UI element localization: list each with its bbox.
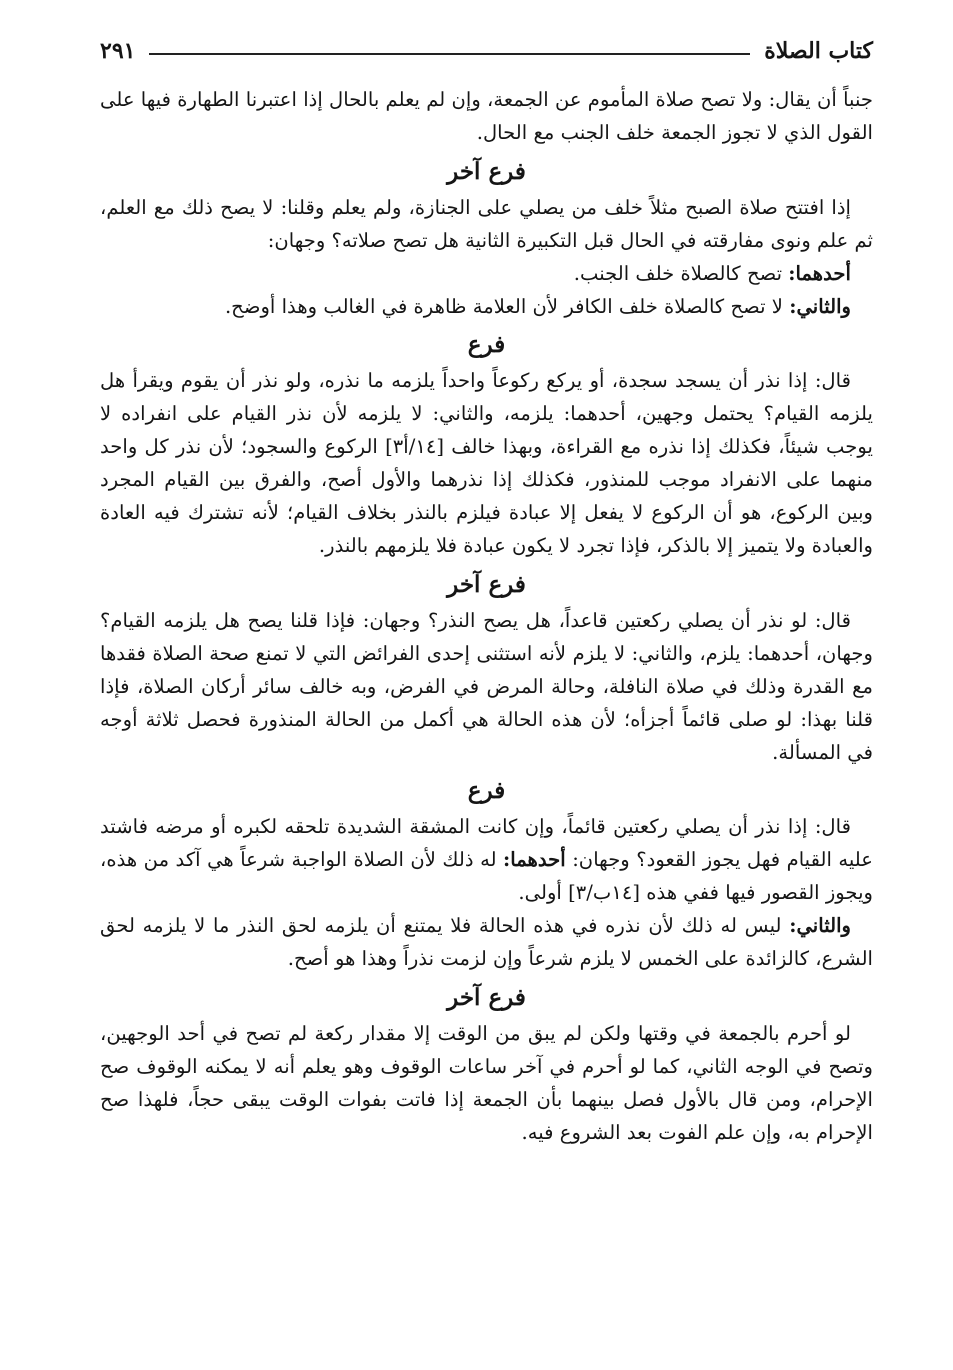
paragraph-4-text: لا تصح كالصلاة خلف الكافر لأن العلامة ظاهرة في الغالب وهذا أوضح. xyxy=(224,294,790,318)
chapter-title: كتاب الصلاة xyxy=(764,38,873,64)
header-rule xyxy=(149,53,750,55)
paragraph-8 xyxy=(100,910,873,976)
section-heading-4: فرع xyxy=(467,777,506,805)
section-heading-3: فرع آخر xyxy=(447,570,526,598)
paragraph-4 xyxy=(100,291,873,324)
paragraph-7-text-b: له ذلك لأن الصلاة الواجبة شرعاً هي آكد من هذه، ويجوز القصور فيها ففي هذه [١٤ب/٣] أولى. xyxy=(100,848,873,905)
paragraph-7 xyxy=(100,811,873,910)
paragraph-6: قال: لو نذر أن يصلي ركعتين قاعداً، هل يصح النذر؟ وجهان: فإذا قلنا يصح هل يلزمه القيام؟ وجهان، أحدهما: يلزم، والثاني: لا يلزم لأنه استثنى إحدى الفرائض التي لا تمنع صحة الصلاة فقدها مع القدرة وذلك في صلاة النافلة، وحالة المرض في الفرض، وبه خالف سائر أركان الصلاة، فإذا قلنا بهذا: لو صلى قائماً أجزأه؛ لأن هذه الحالة هي أكمل من الحالة المنذورة فحصل ثلاثة أوجه في المسألة. xyxy=(100,608,873,764)
paragraph-1: جنباً أن يقال: ولا تصح صلاة المأموم عن الجمعة، وإن لم يعلم بالحال إذا اعتبرنا الطهارة فيها على القول الذي لا تجوز الجمعة خلف الجنب مع الحال. xyxy=(100,88,873,144)
label-second-view: والثاني: xyxy=(789,294,851,318)
label-first-view-2: أحدهما: xyxy=(503,848,566,872)
paragraph-8-text: ليس له ذلك لأن نذره في هذه الحالة فلا يمتنع أن يلزمه لحق النذر ما لا يلزمه لحق الشرع، كالزائدة على الخمس لا يلزم شرعاً وإن لزمت نذراً وهذا هو أصح. xyxy=(100,914,873,971)
page-number: ٢٩١ xyxy=(100,38,136,64)
section-heading-5: فرع آخر xyxy=(447,983,526,1011)
paragraph-5: قال: إذا نذر أن يسجد سجدة، أو يركع ركوعاً واحداً يلزمه ما نذره، ولو نذر أن يقوم ويقرأ هل يلزمه القيام؟ يحتمل وجهين، أحدهما: يلزمه، والثاني: لا يلزمه لأن نذر القيام على انفراده لا يوجب شيئاً، فكذلك إذا نذره مع القراءة، وبهذا خالف [١٤/أ٣] الركوع والسجود؛ لأن نذر كل واحد منهما على الانفراد موجب للمنذور، فكذلك إذا نذرهما والأول أصح، والفرق بين القيام المجرد وبين الركوع، هو أن الركوع لا يفعل إلا عبادة فيلزم بالنذر بخلاف القيام؛ لأنه تشترك فيه العادة والعبادة ولا يتميز إلا بالذكر، فإذا تجرد لا يكون عبادة فلا يلزمهم بالنذر. xyxy=(100,369,873,557)
paragraph-2: إذا افتتح صلاة الصبح مثلاً خلف من يصلي على الجنازة، ولم يعلم وقلنا: لا يصح ذلك مع العلم، ثم علم ونوى مفارقته في الحال قبل التكبيرة الثانية هل تصح صلاته؟ وجهان: xyxy=(100,195,873,252)
paragraph-9: لو أحرم بالجمعة في وقتها ولكن لم يبق من الوقت إلا مقدار ركعة لم تصح في أحد الوجهين، وتصح في الوجه الثاني، كما لو أحرم في آخر ساعات الوقوف وهو يعلم أنه لا يمكنه الوقوف صح الإحرام، ومن قال بالأول فصل بينهما بأن الجمعة إذا فاتت بفوات الوقت يبقى حجاً، فلهذا صح الإحرام به، وإن علم الفوت بعد الشروع فيه. xyxy=(100,1021,873,1144)
label-first-view: أحدهما: xyxy=(788,261,851,285)
paragraph-7-text-a: قال: إذا نذر أن يصلي ركعتين قائماً، وإن كانت المشقة الشديدة تلحقه لكبره أو مرضه فاشتد عليه القيام فهل يجوز القعود؟ وجهان: xyxy=(100,815,873,872)
section-heading-1: فرع آخر xyxy=(447,157,526,185)
page-header xyxy=(100,34,873,68)
label-second-view-2: والثاني: xyxy=(789,914,851,938)
page-body xyxy=(100,84,873,1150)
paragraph-3-text: تصح كالصلاة خلف الجنب. xyxy=(573,261,789,285)
paragraph-3 xyxy=(100,258,873,291)
section-heading-2: فرع xyxy=(467,331,506,359)
